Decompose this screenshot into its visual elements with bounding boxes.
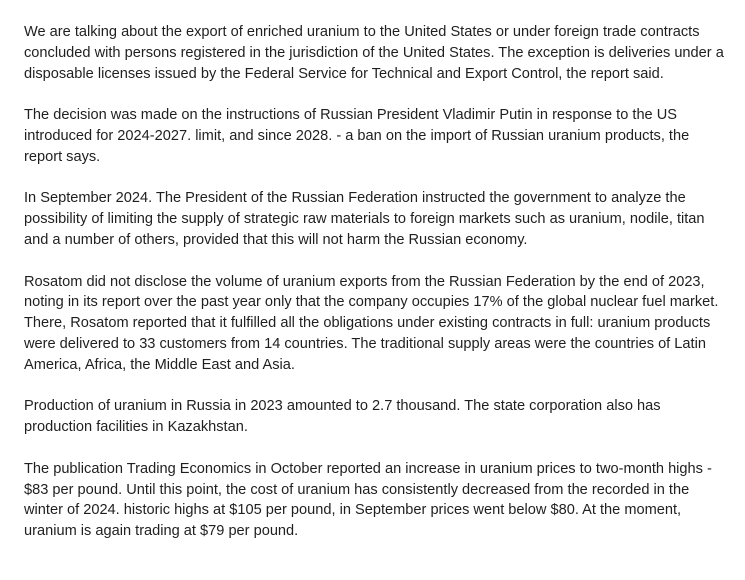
article-body (24, 22, 724, 563)
paragraph-strategic-materials: In September 2024. The President of the Russian Federation instructed the government to analyze the possibility of limiting the supply of strategic raw materials to foreign markets such as uranium, nodile, titan and a number of others, provided that this will not harm the Russian economy. (24, 190, 705, 248)
paragraph-putin-decision: The decision was made on the instructions of Russian President Vladimir Putin in response to the US introduced for 2024-2027. limit, and since 2028. - a ban on the import of Russian uranium products, the report says. (24, 107, 690, 165)
paragraph-uranium-production: Production of uranium in Russia in 2023 amounted to 2.7 thousand. The state corporation also has production facilities in Kazakhstan. (24, 398, 661, 436)
paragraph-uranium-prices: The publication Trading Economics in October reported an increase in uranium prices to two-month highs - $83 per pound. Until this point, the cost of uranium has consistently decreased from the recorded in the winter of 2024. historic highs at $105 per pound, in September prices went below $80. At the moment, uranium is again trading at $79 per pound. (24, 460, 712, 540)
paragraph-rosatom-exports: Rosatom did not disclose the volume of uranium exports from the Russian Federation by the end of 2023, noting in its report over the past year only that the company occupies 17% of the global nuclear fuel market. There, Rosatom reported that it fulfilled all the obligations under existing contracts in full: uranium products were delivered to 33 customers from 14 countries. The traditional supply areas were the countries of Latin America, Africa, the Middle East and Asia. (24, 273, 719, 373)
paragraph-export-restriction: We are talking about the export of enriched uranium to the United States or under foreign trade contracts concluded with persons registered in the jurisdiction of the United States. The exception is deliveries under a disposable licenses issued by the Federal Service for Technical and Export Control, the report said. (24, 24, 724, 82)
